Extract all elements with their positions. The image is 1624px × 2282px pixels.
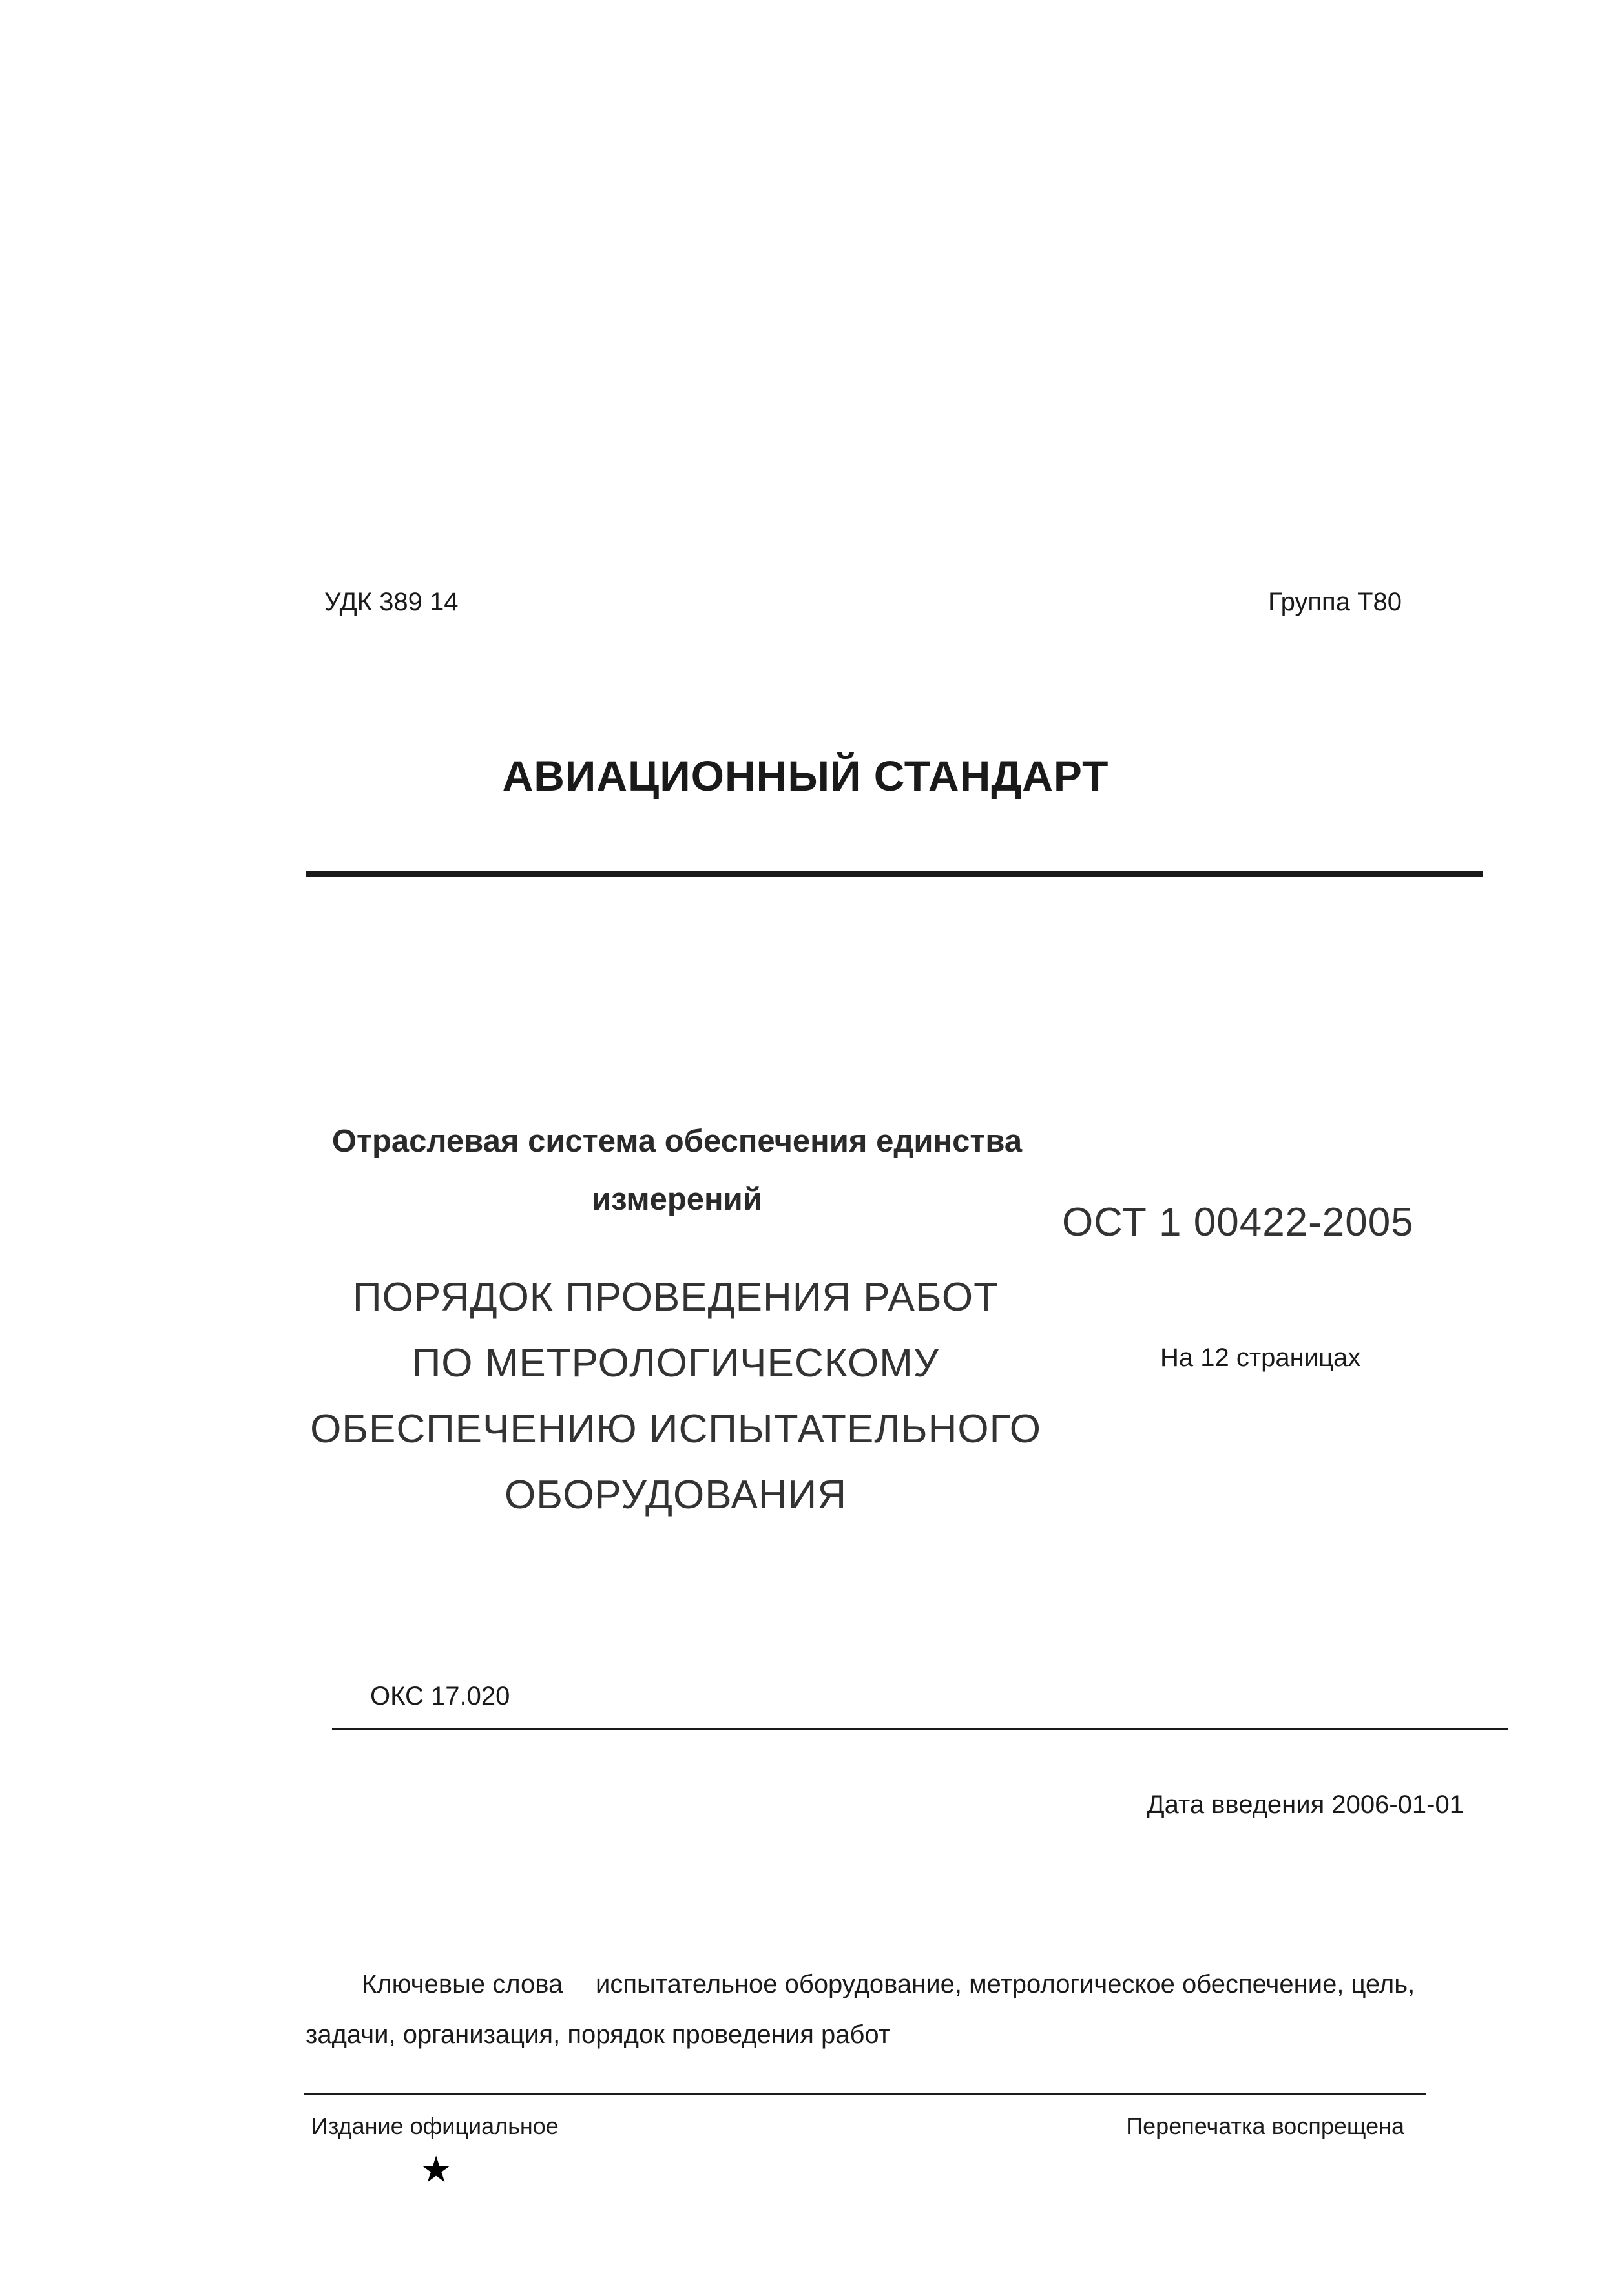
document-title-line-4: ОБОРУДОВАНИЯ bbox=[504, 1473, 848, 1517]
udk-code: УДК 389 14 bbox=[324, 588, 459, 616]
document-title-line-3: ОБЕСПЕЧЕНИЮ ИСПЫТАТЕЛЬНОГО bbox=[310, 1407, 1041, 1451]
title-divider bbox=[306, 871, 1483, 877]
page-title: АВИАЦИОННЫЙ СТАНДАРТ bbox=[502, 752, 1109, 800]
group-code: Группа Т80 bbox=[1268, 588, 1402, 616]
oks-code: ОКС 17.020 bbox=[370, 1682, 510, 1710]
introduction-date: Дата введения 2006-01-01 bbox=[1147, 1790, 1464, 1819]
keywords-label: Ключевые слова bbox=[362, 1970, 563, 1998]
reprint-prohibited-note: Перепечатка воспрещена bbox=[1126, 2113, 1404, 2139]
star-icon: ★ bbox=[420, 2149, 453, 2191]
document-title-line-1: ПОРЯДОК ПРОВЕДЕНИЯ РАБОТ bbox=[353, 1275, 999, 1320]
official-edition-note: Издание официальное bbox=[311, 2113, 559, 2139]
system-name-line-1: Отраслевая система обеспечения единства bbox=[331, 1124, 1023, 1159]
document-title-line-2: ПО МЕТРОЛОГИЧЕСКОМУ bbox=[411, 1341, 940, 1385]
keywords-line-2: задачи, организация, порядок проведения работ bbox=[306, 2020, 891, 2049]
footer-divider bbox=[304, 2093, 1426, 2095]
system-name-line-2: измерений bbox=[592, 1182, 762, 1217]
standard-designation: ОСТ 1 00422-2005 bbox=[1062, 1200, 1414, 1245]
page-count-note: На 12 страницах bbox=[1160, 1343, 1361, 1372]
keywords-line-1: испытательное оборудование, метрологическое обеспечение, цель, bbox=[596, 1970, 1415, 1998]
oks-divider bbox=[332, 1728, 1508, 1730]
